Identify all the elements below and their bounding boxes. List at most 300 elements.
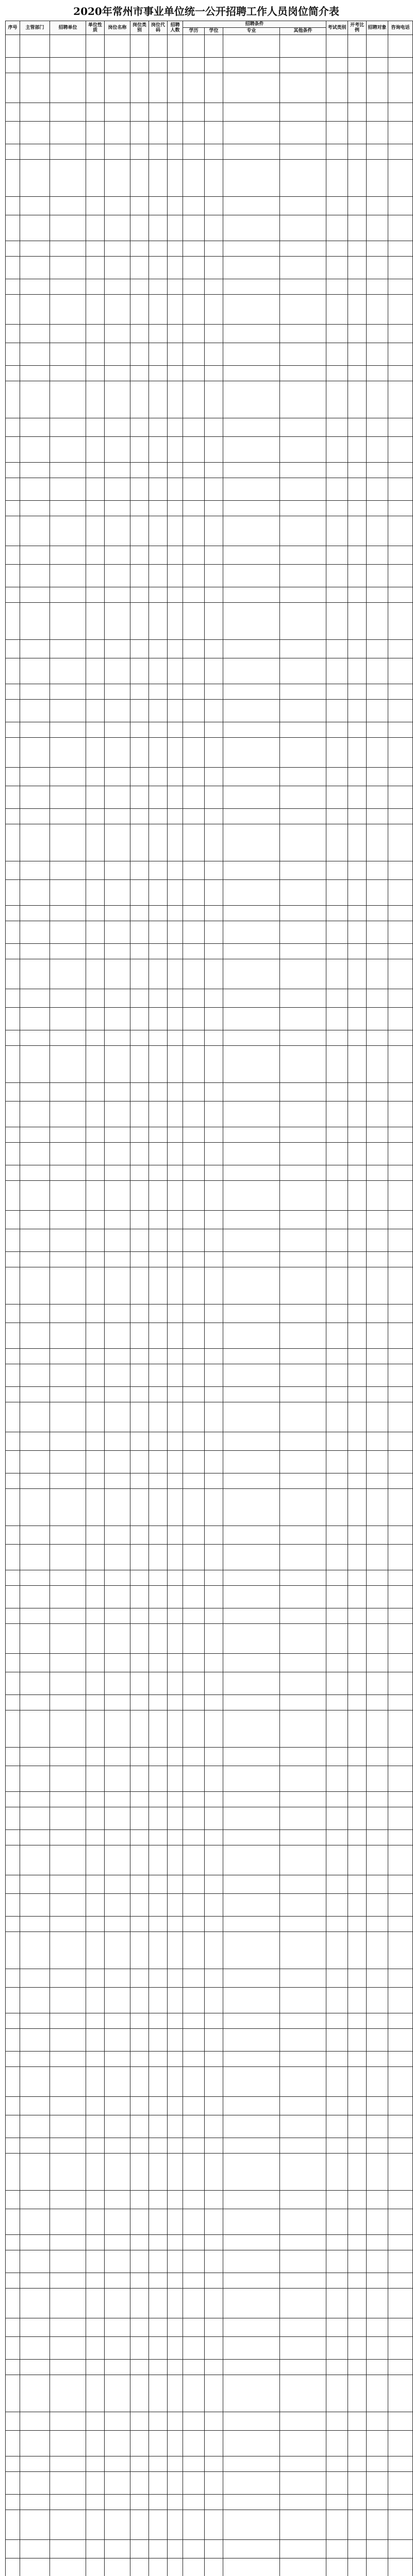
table-row <box>6 516 413 546</box>
table-cell <box>50 2375 86 2412</box>
table-cell <box>348 699 367 722</box>
table-cell <box>367 279 388 294</box>
table-cell <box>367 2066 388 2096</box>
table-cell <box>50 516 86 546</box>
table-cell <box>50 1931 86 1969</box>
table-cell <box>149 1432 168 1450</box>
table-cell <box>50 381 86 418</box>
table-cell <box>326 1402 348 1432</box>
table-cell <box>223 1969 280 1987</box>
table-cell <box>205 2138 223 2153</box>
table-cell <box>183 1608 205 1623</box>
table-cell <box>388 1045 413 1082</box>
table-cell <box>367 1473 388 1488</box>
table-cell <box>105 1766 130 1791</box>
table-cell <box>149 786 168 808</box>
table-cell <box>86 2028 105 2051</box>
table-row <box>6 2288 413 2318</box>
table-cell <box>326 1969 348 1987</box>
table-cell <box>348 2028 367 2051</box>
table-cell <box>6 989 20 1007</box>
table-cell <box>6 418 20 436</box>
table-cell <box>326 943 348 959</box>
table-row <box>6 1267 413 1304</box>
table-cell <box>280 684 326 699</box>
table-cell <box>86 1386 105 1402</box>
table-cell <box>326 1694 348 1710</box>
table-cell <box>280 2096 326 2115</box>
table-cell <box>6 1875 20 1893</box>
table-cell <box>183 1766 205 1791</box>
table-cell <box>205 365 223 381</box>
table-cell <box>326 1875 348 1893</box>
table-cell <box>367 1526 388 1544</box>
table-cell <box>168 516 183 546</box>
table-row <box>6 103 413 121</box>
table-cell <box>183 989 205 1007</box>
table-row <box>6 1348 413 1364</box>
table-cell <box>86 1267 105 1304</box>
table-cell <box>149 1323 168 1348</box>
table-cell <box>50 2250 86 2273</box>
table-cell <box>223 1007 280 1030</box>
table-cell <box>105 1210 130 1229</box>
table-cell <box>223 2153 280 2190</box>
table-cell <box>326 587 348 602</box>
table-cell <box>168 1893 183 1916</box>
table-cell <box>20 2430 50 2456</box>
table-cell <box>348 1210 367 1229</box>
table-cell <box>367 1323 388 1348</box>
table-cell <box>367 546 388 564</box>
table-cell <box>388 462 413 478</box>
table-cell <box>105 57 130 73</box>
table-cell <box>20 2051 50 2066</box>
table-cell <box>20 1623 50 1653</box>
table-cell <box>149 2234 168 2250</box>
table-cell <box>130 767 149 786</box>
table-cell <box>205 1987 223 2013</box>
table-cell <box>86 2471 105 2494</box>
table-cell <box>130 1180 149 1210</box>
table-cell <box>183 103 205 121</box>
table-cell <box>280 500 326 516</box>
table-cell <box>388 2558 413 2576</box>
table-cell <box>168 436 183 462</box>
table-cell <box>105 2375 130 2412</box>
table-cell <box>326 1142 348 1165</box>
table-cell <box>205 2028 223 2051</box>
table-cell <box>149 989 168 1007</box>
table-cell <box>388 121 413 144</box>
table-cell <box>367 343 388 365</box>
table-cell <box>388 1267 413 1304</box>
col-education: 学历 <box>183 28 205 35</box>
table-cell <box>20 2096 50 2115</box>
table-cell <box>326 2190 348 2209</box>
table-cell <box>367 2096 388 2115</box>
table-cell <box>20 1082 50 1101</box>
col-other: 其他条件 <box>280 28 326 35</box>
table-cell <box>367 2190 388 2209</box>
table-cell <box>149 1829 168 1845</box>
table-cell <box>130 1267 149 1304</box>
table-cell <box>326 921 348 943</box>
table-cell <box>326 1672 348 1694</box>
table-cell <box>223 2375 280 2412</box>
table-cell <box>280 418 326 436</box>
table-cell <box>20 1585 50 1608</box>
table-cell <box>86 1101 105 1127</box>
table-cell <box>223 2234 280 2250</box>
table-cell <box>149 196 168 215</box>
table-cell <box>348 1544 367 1570</box>
table-cell <box>223 658 280 684</box>
table-cell <box>168 2375 183 2412</box>
table-cell <box>223 215 280 241</box>
table-cell <box>367 121 388 144</box>
table-cell <box>223 824 280 861</box>
table-cell <box>223 2066 280 2096</box>
table-cell <box>149 2359 168 2375</box>
table-cell <box>130 1386 149 1402</box>
table-cell <box>388 1766 413 1791</box>
table-row <box>6 1101 413 1127</box>
table-cell <box>367 2115 388 2138</box>
table-cell <box>20 2359 50 2375</box>
table-cell <box>388 1608 413 1623</box>
table-cell <box>105 684 130 699</box>
table-cell <box>183 196 205 215</box>
table-cell <box>205 1526 223 1544</box>
table-cell <box>223 1766 280 1791</box>
table-cell <box>149 1916 168 1931</box>
table-cell <box>388 1165 413 1180</box>
table-cell <box>6 2013 20 2028</box>
table-cell <box>223 2115 280 2138</box>
table-cell <box>149 2153 168 2190</box>
table-cell <box>183 1623 205 1653</box>
table-cell <box>205 737 223 767</box>
table-cell <box>367 879 388 905</box>
table-row <box>6 1931 413 1969</box>
table-cell <box>130 1608 149 1623</box>
table-cell <box>183 1229 205 1251</box>
table-cell <box>130 639 149 658</box>
table-cell <box>130 1473 149 1488</box>
table-cell <box>367 639 388 658</box>
table-cell <box>20 2028 50 2051</box>
table-cell <box>280 1229 326 1251</box>
table-cell <box>183 381 205 418</box>
table-cell <box>168 2250 183 2273</box>
table-cell <box>183 1875 205 1893</box>
table-cell <box>130 959 149 989</box>
table-cell <box>20 1386 50 1402</box>
table-cell <box>280 2456 326 2471</box>
table-row <box>6 1747 413 1766</box>
table-cell <box>223 1402 280 1432</box>
table-cell <box>183 1432 205 1450</box>
table-cell <box>6 2494 20 2510</box>
table-cell <box>367 824 388 861</box>
table-cell <box>149 1807 168 1829</box>
table-cell <box>388 2234 413 2250</box>
table-cell <box>50 196 86 215</box>
table-cell <box>6 1585 20 1608</box>
table-cell <box>367 196 388 215</box>
table-cell <box>280 73 326 103</box>
table-cell <box>367 943 388 959</box>
table-cell <box>367 1180 388 1210</box>
table-cell <box>20 343 50 365</box>
table-cell <box>348 1251 367 1267</box>
table-cell <box>168 2336 183 2359</box>
table-cell <box>168 2430 183 2456</box>
table-cell <box>50 1267 86 1304</box>
table-cell <box>50 1030 86 1045</box>
table-cell <box>326 824 348 861</box>
table-cell <box>388 1127 413 1142</box>
table-cell <box>168 684 183 699</box>
table-cell <box>388 2115 413 2138</box>
table-cell <box>50 35 86 57</box>
table-cell <box>367 2138 388 2153</box>
table-cell <box>326 1450 348 1473</box>
table-cell <box>86 1210 105 1229</box>
table-cell <box>183 824 205 861</box>
table-cell <box>183 1267 205 1304</box>
table-cell <box>326 808 348 824</box>
table-cell <box>105 478 130 500</box>
table-cell <box>388 2096 413 2115</box>
table-cell <box>183 2066 205 2096</box>
table-cell <box>130 989 149 1007</box>
table-cell <box>280 2359 326 2375</box>
table-cell <box>326 279 348 294</box>
table-cell <box>223 2359 280 2375</box>
table-cell <box>367 1165 388 1180</box>
table-cell <box>280 2288 326 2318</box>
table-cell <box>280 343 326 365</box>
table-cell <box>367 2510 388 2539</box>
table-cell <box>223 1807 280 1829</box>
table-cell <box>130 861 149 879</box>
table-cell <box>388 418 413 436</box>
table-row <box>6 159 413 196</box>
table-cell <box>183 1694 205 1710</box>
table-cell <box>50 1893 86 1916</box>
table-cell <box>367 1364 388 1386</box>
table-cell <box>326 1127 348 1142</box>
table-cell <box>280 1653 326 1672</box>
table-cell <box>20 1969 50 1987</box>
table-cell <box>149 2209 168 2234</box>
table-cell <box>205 1323 223 1348</box>
table-cell <box>105 159 130 196</box>
table-cell <box>388 1323 413 1348</box>
table-cell <box>388 699 413 722</box>
table-cell <box>149 564 168 587</box>
table-cell <box>130 564 149 587</box>
table-cell <box>168 1829 183 1845</box>
table-cell <box>348 2153 367 2190</box>
table-cell <box>367 1007 388 1030</box>
table-cell <box>20 478 50 500</box>
table-cell <box>388 1229 413 1251</box>
table-cell <box>205 436 223 462</box>
table-cell <box>50 921 86 943</box>
table-cell <box>348 1229 367 1251</box>
table-cell <box>280 1030 326 1045</box>
table-cell <box>280 2153 326 2190</box>
table-cell <box>168 2234 183 2250</box>
table-cell <box>105 1791 130 1807</box>
table-cell <box>86 2066 105 2096</box>
table-cell <box>130 2209 149 2234</box>
document-title: 2020年常州市事业单位统一公开招聘工作人员岗位简介表 <box>73 5 339 18</box>
table-cell <box>388 1987 413 2013</box>
table-cell <box>348 294 367 324</box>
table-cell <box>367 1807 388 1829</box>
table-cell <box>205 2412 223 2430</box>
table-cell <box>50 1007 86 1030</box>
table-cell <box>105 215 130 241</box>
table-cell <box>168 1653 183 1672</box>
table-cell <box>223 159 280 196</box>
table-cell <box>105 1653 130 1672</box>
table-cell <box>50 144 86 159</box>
table-cell <box>348 658 367 684</box>
table-cell <box>105 1710 130 1747</box>
table-cell <box>168 1082 183 1101</box>
table-cell <box>367 436 388 462</box>
table-cell <box>149 1180 168 1210</box>
table-cell <box>6 159 20 196</box>
table-cell <box>280 478 326 500</box>
table-cell <box>130 1082 149 1101</box>
table-cell <box>168 1766 183 1791</box>
table-cell <box>280 241 326 256</box>
table-cell <box>149 1229 168 1251</box>
table-cell <box>86 2336 105 2359</box>
table-cell <box>130 602 149 639</box>
table-cell <box>205 1304 223 1323</box>
table-cell <box>168 1570 183 1585</box>
table-cell <box>50 1791 86 1807</box>
table-cell <box>86 2288 105 2318</box>
table-cell <box>183 2153 205 2190</box>
table-cell <box>168 121 183 144</box>
table-cell <box>20 2558 50 2576</box>
table-cell <box>168 1987 183 2013</box>
table-cell <box>168 921 183 943</box>
table-cell <box>388 861 413 879</box>
table-row <box>6 2456 413 2471</box>
table-cell <box>348 1045 367 1082</box>
table-cell <box>149 2430 168 2456</box>
table-cell <box>326 1791 348 1807</box>
table-cell <box>367 462 388 478</box>
table-cell <box>388 1623 413 1653</box>
table-cell <box>367 2412 388 2430</box>
table-cell <box>388 2412 413 2430</box>
table-cell <box>149 1142 168 1165</box>
table-cell <box>205 2336 223 2359</box>
table-cell <box>388 905 413 921</box>
table-cell <box>388 57 413 73</box>
table-cell <box>86 1007 105 1030</box>
table-cell <box>105 943 130 959</box>
table-cell <box>149 1694 168 1710</box>
table-cell <box>280 2250 326 2273</box>
table-cell <box>86 57 105 73</box>
table-cell <box>168 1267 183 1304</box>
table-cell <box>130 2412 149 2430</box>
table-cell <box>130 121 149 144</box>
table-cell <box>6 478 20 500</box>
table-cell <box>20 959 50 989</box>
table-cell <box>348 1488 367 1526</box>
table-row <box>6 1608 413 1623</box>
table-cell <box>6 2412 20 2430</box>
table-cell <box>168 500 183 516</box>
table-cell <box>367 1875 388 1893</box>
table-cell <box>280 1608 326 1623</box>
table-cell <box>388 1893 413 1916</box>
table-cell <box>86 921 105 943</box>
table-cell <box>20 2494 50 2510</box>
table-cell <box>130 241 149 256</box>
table-cell <box>105 1101 130 1127</box>
table-cell <box>86 144 105 159</box>
table-row <box>6 1165 413 1180</box>
table-cell <box>367 808 388 824</box>
table-row <box>6 436 413 462</box>
table-row <box>6 478 413 500</box>
table-cell <box>130 2336 149 2359</box>
table-cell <box>168 2028 183 2051</box>
table-cell <box>280 1386 326 1402</box>
table-cell <box>280 786 326 808</box>
table-cell <box>280 2336 326 2359</box>
table-cell <box>20 1450 50 1473</box>
table-cell <box>223 1987 280 2013</box>
table-cell <box>149 808 168 824</box>
table-cell <box>348 2066 367 2096</box>
table-cell <box>348 1791 367 1807</box>
table-cell <box>326 639 348 658</box>
table-cell <box>388 1210 413 1229</box>
table-cell <box>367 1747 388 1766</box>
table-cell <box>149 2250 168 2273</box>
table-cell <box>280 1450 326 1473</box>
table-cell <box>183 639 205 658</box>
table-cell <box>223 1348 280 1364</box>
table-cell <box>388 2359 413 2375</box>
table-cell <box>6 2153 20 2190</box>
table-cell <box>86 365 105 381</box>
table-cell <box>50 2138 86 2153</box>
table-cell <box>183 1180 205 1210</box>
table-cell <box>86 905 105 921</box>
table-cell <box>348 767 367 786</box>
table-cell <box>6 699 20 722</box>
table-cell <box>149 602 168 639</box>
table-cell <box>130 1526 149 1544</box>
table-cell <box>205 279 223 294</box>
table-cell <box>86 2539 105 2558</box>
